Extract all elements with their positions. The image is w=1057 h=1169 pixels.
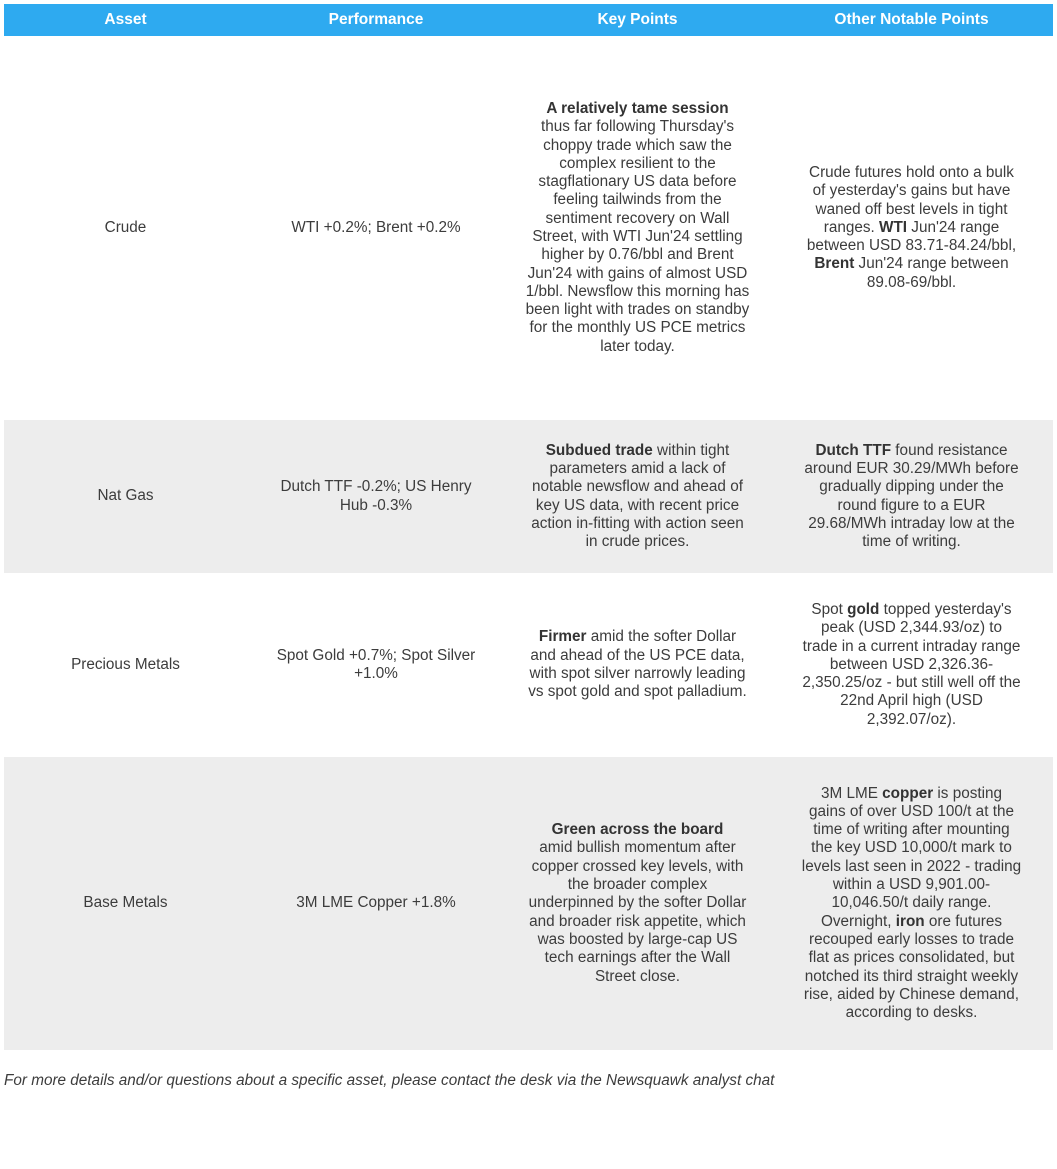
key-point-highlight: Green across the board <box>551 821 724 839</box>
table-row-precious-metals <box>4 573 1053 757</box>
header-key-points: Key Points <box>505 4 770 36</box>
header-other-notable-points: Other Notable Points <box>770 4 1053 36</box>
cell-performance: WTI +0.2%; Brent +0.2% <box>247 36 505 420</box>
header-asset: Asset <box>4 4 247 36</box>
footer-note: For more details and/or questions about a specific asset, please contact the desk via the Newsquawk analyst chat <box>4 1072 775 1089</box>
key-point-highlight: Firmer <box>538 628 587 646</box>
key-point-text: amid the softer Dollar and ahead of the US PCE data, with spot silver narrowly leading vs spot gold and spot palladium. <box>528 628 747 701</box>
cell-asset: Crude <box>4 36 247 420</box>
table-row-crude <box>4 36 1053 420</box>
cell-asset: Precious Metals <box>4 573 247 757</box>
key-point-text: amid bullish momentum after copper crossed key levels, with the broader complex underpinned by the softer Dollar and broader risk appetite, which was boosted by large-cap US tech earnings after the Wall Street close. <box>528 839 747 985</box>
cell-performance: Dutch TTF -0.2%; US Henry Hub -0.3% <box>247 420 505 573</box>
cell-performance: 3M LME Copper +1.8% <box>247 757 505 1050</box>
commodities-table <box>4 4 1053 1050</box>
cell-key-points <box>505 573 770 757</box>
cell-other-points: Crude futures hold onto a bulk of yesterday's gains but have waned off best levels in tight ranges. WTI Jun'24 range between USD 83.71-84.24/bbl, Brent Jun'24 range between 89.08-69/bbl. <box>770 36 1053 420</box>
cell-key-points <box>505 420 770 573</box>
key-point-highlight: Subdued trade <box>545 441 653 459</box>
key-point-highlight: A relatively tame session <box>546 99 729 117</box>
table-header-row <box>4 4 1053 36</box>
cell-asset: Base Metals <box>4 757 247 1050</box>
cell-asset: Nat Gas <box>4 420 247 573</box>
table-row-nat-gas <box>4 420 1053 573</box>
cell-performance: Spot Gold +0.7%; Spot Silver +1.0% <box>247 573 505 757</box>
key-point-text: within tight parameters amid a lack of notable newsflow and ahead of key US data, with recent price action in-fitting with action seen in crude prices. <box>531 441 744 551</box>
cell-other-points: Spot gold topped yesterday's peak (USD 2,344.93/oz) to trade in a current intraday range between USD 2,326.36-2,350.25/oz - but still well off the 22nd April high (USD 2,392.07/oz). <box>770 573 1053 757</box>
cell-other-points: 3M LME copper is posting gains of over USD 100/t at the time of writing after mounting the key USD 10,000/t mark to levels last seen in 2022 - trading within a USD 9,901.00-10,046.50/t daily range. Overnight, iron ore futures recouped early losses to trade flat as prices consolidated, but notched its third straight weekly rise, aided by Chinese demand, according to desks. <box>770 757 1053 1050</box>
cell-other-points: Dutch TTF found resistance around EUR 30.29/MWh before gradually dipping under the round figure to a EUR 29.68/MWh intraday low at the time of writing. <box>770 420 1053 573</box>
cell-key-points <box>505 757 770 1050</box>
table-row-base-metals <box>4 757 1053 1050</box>
header-performance: Performance <box>247 4 505 36</box>
key-point-text: thus far following Thursday's choppy trade which saw the complex resilient to the stagflationary US data before feeling tailwinds from the sentiment recovery on Wall Street, with WTI Jun'24 settling higher by 0.76/bbl and Brent Jun'24 with gains of almost USD 1/bbl. Newsflow this morning has been light with trades on standby for the monthly US PCE metrics later today. <box>525 118 750 355</box>
cell-key-points <box>505 36 770 420</box>
